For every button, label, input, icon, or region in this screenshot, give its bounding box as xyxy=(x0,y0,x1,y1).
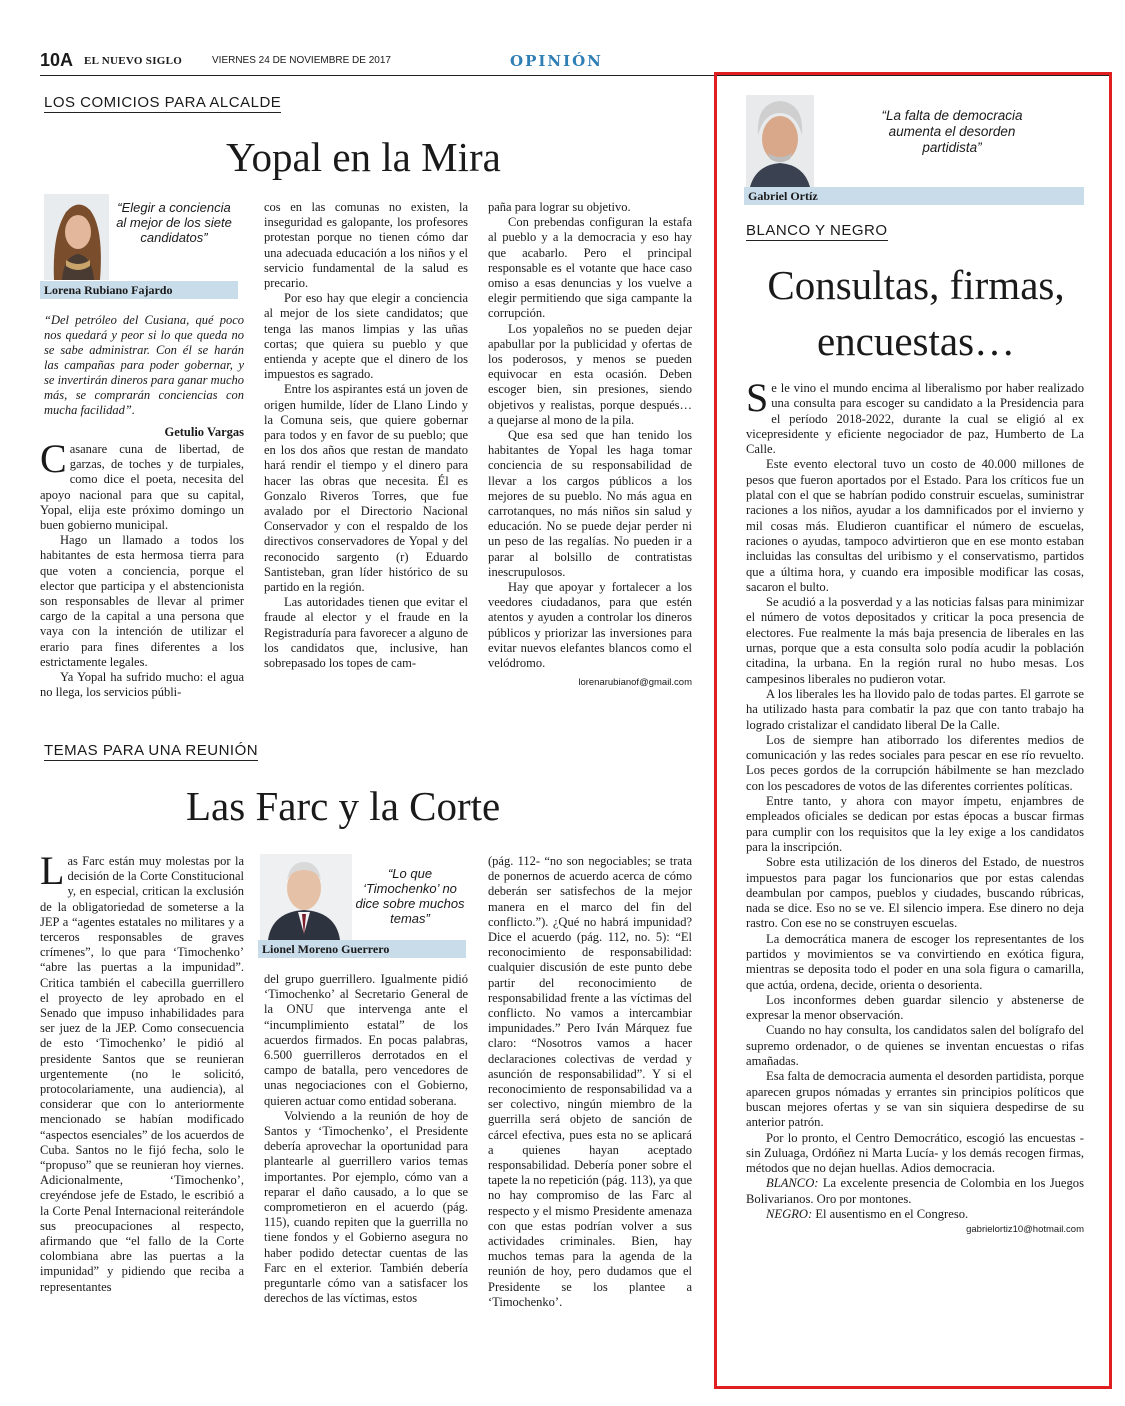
article1-pull-quote: “Elegir a conciencia al mejor de los siete candidatos” xyxy=(116,200,232,245)
section-title: OPINIÓN xyxy=(510,52,603,70)
article1-epigraph: “Del petróleo del Cusiana, qué poco nos quedará y peor si lo que queda no se sabe administrar. Con él se harán las campañas para poder gobernar, y se invertirán dineros para ganar mucho más, se comprarán conciencias con mucha facilidad”. xyxy=(44,313,244,417)
portrait-man-icon xyxy=(260,854,352,940)
portrait-woman-icon xyxy=(44,194,109,280)
article1-email: lorenarubianof@gmail.com xyxy=(578,677,692,689)
article1-paragraph: Los yopaleños no se pueden dejar apabullar por la publicidad y ofertas de los poderosos, y menos se pueden equivocar en esta ocasión. Deben escoger bien, sin presiones, siendo objetivos y realistas, porque después… a quejarse al mono de la pila. xyxy=(488,321,692,427)
article3-paragraph: Los de siempre han atiborrado los diferentes medios de comunicación y las redes sociales para pescar en ese río revuelto. Los peces gordos de la corrupción hábilmente se han mezclado con los pescadores de votos de las diferentes corrientes políticas. xyxy=(746,732,1084,793)
article2-kicker: TEMAS PARA UNA REUNIÓN xyxy=(44,742,259,759)
author-photo-gabriel xyxy=(746,95,814,187)
blanco-label: BLANCO: xyxy=(766,1176,819,1191)
article2-paragraph: del grupo guerrillero. Igualmente pidió ‘Timochenko’ al Secretario General de la ONU que intervenga ante el “incumplimiento estatal” de los acuerdos firmados. En pocas palabras, 6.500 guerrilleros derrotados en el campo de batalla, pero vencedores de unas negociaciones con el Gobierno, quieren actuar como entidad soberana. xyxy=(264,972,468,1108)
article2-column-2 xyxy=(264,972,468,1369)
article3-pull-quote: “La falta de democracia aumenta el desorden partidista” xyxy=(881,108,1023,155)
article2-column-1 xyxy=(40,854,244,1369)
article1-paragraph: Casanare cuna de libertad, de garzas, de toches y de turpiales, como dice el poeta, necesita del apoyo nacional para que su capital, Yopal, elija este próximo domingo un buen gobierno municipal. xyxy=(40,442,244,533)
article1-column-2 xyxy=(264,200,468,714)
article3-negro: NEGRO: El ausentismo en el Congreso. xyxy=(766,1207,969,1222)
article1-paragraph: Ya Yopal ha sufrido mucho: el agua no llega, los servicios públi- xyxy=(40,670,244,700)
article2-pull-quote: “Lo que ‘Timochenko’ no dice sobre muchos temas” xyxy=(355,866,465,926)
article3-paragraph: Este evento electoral tuvo un costo de 40.000 millones de pesos que fueron aportados por el Estado. Para los críticos fue un platal con el que se habrían podido construir escuelas, suministrar raciones a los niños, ayudar a los damnificados por el invierno y mil cosas más. Eludieron cuantificar el número de escuelas, raciones o ayudas, tampoco advirtieron que en ese monto estaban incluidas las consultas del uribismo y el conservatismo, partidos que a última hora, y cuando era imposible modificar las cosas, sacaron el bulto. xyxy=(746,457,1084,594)
article3-paragraph: Se le vino el mundo encima al liberalismo por haber realizado una consulta para escoger su candidato a la Presidencia para el período 2018-2022, durante la cual se eligió al ex vicepresidente y eficiente negociador de paz, Humberto de La Calle. xyxy=(746,381,1084,457)
article3-paragraph: Cuando no hay consulta, los candidatos salen del bolígrafo del supremo ordenador, o de quienes se inventan encuestas o rifas amañadas. xyxy=(746,1023,1084,1069)
article1-paragraph: Entre los aspirantes está un joven de origen humilde, líder de Llano Lindo y la Comuna seis, que quiere gobernar para todos y en favor de su pueblo; que en los dos años que restan de mandato hará rendir el tiempo y el dinero para hacer las obras que necesita. Él es Gonzalo Riveros Torres, que fue avalado por el Directorio Nacional Conservador y con el respaldo de los directivos conservadores de Yopal y del reconocido sargento (r) Eduardo Santisteban, gran líder histórico de su partido en la región. xyxy=(264,382,468,595)
article1-byline: Lorena Rubiano Fajardo xyxy=(40,281,238,299)
author-photo-lorena xyxy=(44,194,109,280)
article3-kicker: BLANCO Y NEGRO xyxy=(746,222,888,239)
article1-paragraph: paña para lograr su objetivo. xyxy=(488,200,631,214)
article1-kicker: LOS COMICIOS PARA ALCALDE xyxy=(44,94,282,111)
article1-column-1 xyxy=(40,442,244,714)
article2-dropcap: L xyxy=(40,854,65,893)
article1-paragraph: Por eso hay que elegir a conciencia al mejor de los siete candidatos; que tenga las manos limpias y las uñas cortas; que quiera su pueblo y que entienda y acepte que el dinero de los impuestos es sagrado. xyxy=(264,291,468,382)
article3-paragraph: Sobre esta utilización de los dineros del Estado, de nuestros impuestos para pagar los funcionarios que por estas calendas deambulan por campos, pueblos y ciudades, buscando rúbricas, nada se dice. Eso no se ve. El silencio impera. Ese dinero no deja rastro. Con ese no se construyen escuelas. xyxy=(746,855,1084,931)
article1-headline: Yopal en la Mira xyxy=(226,134,501,180)
portrait-man-icon xyxy=(746,95,814,187)
article2-column-3 xyxy=(488,854,692,1369)
article3-paragraph: Por lo pronto, el Centro Democrático, escogió las encuestas -sin Zuluaga, Ordóñez ni Marta Lucía- y los demás recogen firmas, métodos que no dejan huellas. Adios democracia. xyxy=(746,1130,1084,1176)
issue-date: VIERNES 24 DE NOVIEMBRE DE 2017 xyxy=(212,55,391,66)
article2-paragraph: Volviendo a la reunión de hoy de Santos y ‘Timochenko’, el Presidente debería aprovechar la oportunidad para plantearle al guerrillero varios temas importantes. Por ejemplo, cómo van a reparar el daño causado, a lo que se comprometieron en el acuerdo (pág. 115), cuando repiten que la guerrilla no tiene fondos y el Gobierno asegura no haber podido detectar cuentas de las Farc en el exterior. También debería preguntarle cómo van a satisfacer los derechos de las víctimas, estos xyxy=(264,1108,468,1306)
article2-byline: Lionel Moreno Guerrero xyxy=(258,940,466,958)
article1-dropcap: C xyxy=(40,442,67,481)
article3-paragraph: A los liberales les ha llovido palo de todas partes. El garrote se ha utilizado hasta para combatir la paz que con tanto trabajo ha logrado cristalizar el candidato liberal De la Calle. xyxy=(746,686,1084,732)
article2-paragraph: Las Farc están muy molestas por la decisión de la Corte Constitucional y, en especial, critican la exclusión de la obligatoriedad de someterse a la JEP a “agentes estatales no militares y a terceros responsables de graves crímenes”, lo que para ‘Timochenko’ “abre las puertas a la impunidad”. Critica también el cabecilla guerrillero el proyecto de ley aprobado en el Senado que impuso inhabilidades para ser juez de la JEP. Como consecuencia de esto ‘Timochenko’ le pidió al presidente Santos que se reunieran urgentemente (no le solicitó, protocolariamente, una audiencia), al considerar que con lo anteriormente mencionado se habían modificado “aspectos esenciales” de los acuerdos de Cuba. Santos no le fijó fecha, solo le “propuso” que se reunieran hoy viernes. Adicionalmente, ‘Timochenko’, creyéndose jefe de Estado, le escribió a la Corte Penal Internacional reiterándole sus preocupaciones al respecto, afirmando que “el fallo de la Corte colombiana abre las puertas a la impunidad” y pidiendo que reciba a representantes xyxy=(40,854,244,1294)
article1-paragraph: cos en las comunas no existen, la inseguridad es galopante, los profesores protestan porque no tienen cómo dar una adecuada educación a los niños y el servicio fundamental de la salud es precario. xyxy=(264,200,468,291)
article3-blanco: BLANCO: La excelente presencia de Colombia en los Juegos Bolivarianos. Oro por montones. xyxy=(746,1176,1084,1206)
article2-headline: Las Farc y la Corte xyxy=(186,783,501,829)
article1-paragraph: Con prebendas configuran la estafa al pueblo y a la democracia y eso hay que acabarlo. Pero el principal responsable es el votante que hace caso omiso a esas denuncias y los vuelve a elegir permitiendo que siga campante la corrupción. xyxy=(488,215,692,321)
article3-headline-line1: Consultas, firmas, xyxy=(767,262,1065,308)
article2-paragraph: (pág. 112- “no son negociables; se trata de ponernos de acuerdo acerca de cómo deberán ser satisfechos de la mejor manera en el marco del fin del conflicto.”). ¿Qué no habrá impunidad? Dice el acuerdo (pág. 112, no. 5): “El reconocimiento de responsabilidad: cualquier discusión de este punto debe partir del reconocimiento de responsabilidad frente a las víctimas del conflicto. No vamos a intercambiar impunidades.” Pero Iván Márquez fue claro: “Nosotros vamos a hacer declaraciones colectivas de verdad y asunción de responsabilidad”. Y si el reconocimiento de responsabilidad va a ser colectivo, ningún miembro de la guerrilla será objeto de sanción de cárcel efectiva, pues esta no se aplicará a quienes hayan aceptado responsabilidad. Debería poner sobre el tapete la no repetición (pág. 113), ya que no hay compromiso de las Farc al respecto y el mismo Presidente amenaza con que estas podrían volver a sus actividades criminales. Bien, hay muchos temas para la agenda de la reunión de hoy, pero dudamos que el Presidente se los plantee a ‘Timochenko’. xyxy=(488,854,692,1309)
article3-paragraph: Los inconformes deben guardar silencio y abstenerse de expresar la menor observación. xyxy=(746,992,1084,1023)
article3-body xyxy=(746,381,1084,1351)
article3-paragraph: Se acudió a la posverdad y a las noticias falsas para minimizar el número de votos depositados y criticar la poca presencia de electores. Fue realmente la más baja presencia de liberales en las urnas, porque que a esta consulta solo podía acudir la población citadina, la urbana. En la región rural no hubo mesas. Los campesinos liberales no pudieron votar. xyxy=(746,595,1084,686)
author-photo-lionel xyxy=(260,854,352,940)
article1-paragraph: Hay que apoyar y fortalecer a los veedores ciudadanos, para que estén atentos y ayuden a controlar los dineros públicos y priorizar las inversiones para evitar nuevos elefantes blancos como el velódromo. xyxy=(488,580,692,671)
article3-dropcap: S xyxy=(746,381,769,420)
article3-paragraph: Esa falta de democracia aumenta el desorden partidista, porque aparecen grupos nómadas y errantes sin principios políticos que buscan mejores ofertas y se van sin siquiera despedirse de su anterior patrón. xyxy=(746,1069,1084,1130)
negro-label: NEGRO: xyxy=(766,1207,813,1222)
article3-headline-line2: encuestas… xyxy=(816,318,1016,364)
newspaper-name: EL NUEVO SIGLO xyxy=(84,55,183,67)
article1-paragraph: Que esa sed que han tenido los habitantes de Yopal les haga tomar conciencia de su responsabilidad de llevar a los cargos públicos a los mejores de su pueblo. No más agua en carrotanques, no más niños sin salud y educación. No se puede dejar perder ni un peso de las regalías. No pueden ir a parar al bolsillo de contratistas inescrupulosos. xyxy=(488,428,692,579)
article1-paragraph: Hago un llamado a todos los habitantes de esta hermosa tierra para que voten a conciencia, porque el elector que participa y el abstencionista son responsables de llevar al primer cargo de la capital a una persona que vaya con la intención de utilizar el erario para fines diferentes a los estrictamente legales. xyxy=(40,533,244,669)
article3-byline: Gabriel Ortíz xyxy=(744,187,1084,205)
article1-paragraph: Las autoridades tienen que evitar el fraude al elector y el fraude en la Registraduría para favorecer a alguno de los candidatos que, inclusive, han sobrepasado los topes de cam- xyxy=(264,595,468,671)
article3-paragraph: La democrática manera de escoger los representantes de los partidos y movimientos se va convirtiendo en exótica figura, mientras se deposita todo el poder en una sola figura o camarilla, que actúa, ordena, decide, orienta o desorienta. xyxy=(746,931,1084,992)
article3-email: gabrielortiz10@hotmail.com xyxy=(966,1224,1084,1236)
article1-column-3 xyxy=(488,200,692,714)
article3-paragraph: Entre tanto, y ahora con mayor ímpetu, enjambres de empleados oficiales se dedican por estas épocas a buscar firmas para cumplir con los requisitos que la ley exige a los candidatos para la inscripción. xyxy=(746,794,1084,854)
article1-epigraph-author: Getulio Vargas xyxy=(164,425,244,439)
page-number: 10A xyxy=(40,50,74,70)
